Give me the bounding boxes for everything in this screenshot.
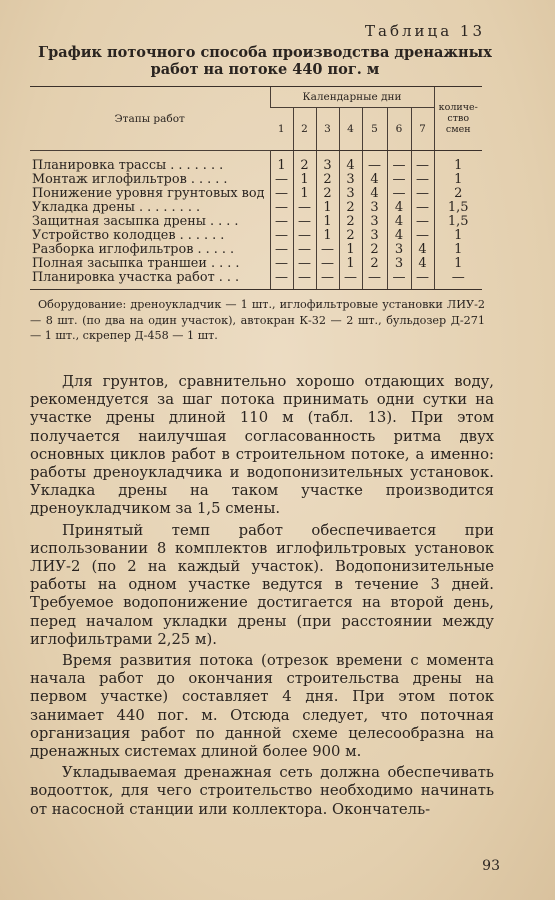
col-header-shifts: количе-ство смен — [434, 87, 482, 151]
day-cell: 1 — [339, 257, 362, 271]
day-header: 6 — [387, 108, 411, 151]
day-header: 7 — [411, 108, 434, 151]
table-row — [30, 243, 482, 257]
paragraph: Принятый темп работ обеспечивается при использовании 8 комплектов иглофильтровых установок ЛИУ-2 (по 2 на каждый участок). Водопонизительные работы на одном участке ведутся в течение 3 дней. Требуемое водопонижение достигается на второй день, перед началом укладки дрены (при расстоянии между иглофильтрами 2,25 м). — [30, 521, 494, 648]
schedule-table — [30, 86, 482, 290]
day-header: 4 — [339, 108, 362, 151]
day-cell: — — [387, 151, 411, 174]
day-cell: 4 — [387, 229, 411, 243]
day-cell: 2 — [316, 187, 339, 201]
day-cell: — — [316, 257, 339, 271]
day-cell: — — [293, 215, 316, 229]
day-cell: — — [387, 187, 411, 201]
day-cell: — — [316, 271, 339, 290]
table-row — [30, 173, 482, 187]
table-row — [30, 257, 482, 271]
day-cell: — — [411, 271, 434, 290]
day-cell: — — [270, 257, 293, 271]
day-cell: — — [411, 187, 434, 201]
table-row — [30, 201, 482, 215]
day-cell: 1 — [270, 151, 293, 174]
day-cell: — — [411, 201, 434, 215]
day-cell: 4 — [362, 187, 387, 201]
day-header: 3 — [316, 108, 339, 151]
day-cell: 4 — [387, 215, 411, 229]
day-header: 2 — [293, 108, 316, 151]
shifts-cell: 1 — [434, 173, 482, 187]
shifts-cell: 1,5 — [434, 201, 482, 215]
body-text — [30, 373, 494, 822]
day-cell: 2 — [316, 173, 339, 187]
stage-cell: Понижение уровня грунтовых вод — [32, 187, 265, 201]
stage-cell: Разборка иглофильтров . . . . . — [32, 243, 235, 257]
day-cell: 1 — [293, 173, 316, 187]
day-cell: 3 — [387, 243, 411, 257]
day-cell: — — [411, 215, 434, 229]
day-cell: — — [270, 215, 293, 229]
day-cell: 3 — [316, 151, 339, 174]
day-cell: — — [270, 201, 293, 215]
table-row — [30, 151, 482, 174]
day-cell: 2 — [293, 151, 316, 174]
stage-cell: Укладка дрены . . . . . . . . — [32, 201, 201, 215]
table-row — [30, 187, 482, 201]
stage-cell: Полная засыпка траншеи . . . . — [32, 257, 240, 271]
paragraph: Для грунтов, сравнительно хорошо отдающих воду, рекомендуется за шаг потока принимать одни сутки на участке дрены длиной 110 м (табл. 13). При этом получается наилучшая согласованность ритма двух основных циклов работ в строительном потоке, а именно: работы дреноукладчика и водопонизительных установок. Укладка дрены на таком участке производится дреноукладчиком за 1,5 смены. — [30, 373, 494, 518]
page-number: 93 — [482, 858, 500, 874]
day-cell: — — [411, 173, 434, 187]
stage-cell: Устройство колодцев . . . . . . — [32, 229, 225, 243]
day-cell: — — [362, 151, 387, 174]
shifts-cell: 1 — [434, 243, 482, 257]
schedule-body — [30, 151, 482, 290]
day-cell: 3 — [387, 257, 411, 271]
col-header-days: Календарные дни — [270, 87, 434, 108]
day-cell: — — [293, 271, 316, 290]
day-cell: — — [411, 151, 434, 174]
shifts-cell: — — [434, 271, 482, 290]
table-title: График поточного способа производства дренажных работ на потоке 440 пог. м — [38, 44, 492, 78]
day-cell: — — [293, 243, 316, 257]
day-cell: 1 — [339, 243, 362, 257]
day-cell: — — [339, 271, 362, 290]
stage-cell: Планировка участка работ . . . — [30, 271, 270, 290]
paragraph: Время развития потока (отрезок времени с момента начала работ до окончания строительства дрены на первом участке) составляет 4 дня. При этом поток занимает 440 пог. м. Отсюда следует, что поточная организация работ по данной схеме целесообразна на дренажных системах длиной более 900 м. — [30, 652, 494, 761]
paragraph: Укладываемая дренажная сеть должна обеспечивать водоотток, для чего строительство необходимо начинать от насосной станции или коллектора. Окончатель- — [30, 764, 494, 818]
day-cell: — — [270, 243, 293, 257]
day-cell: 1 — [316, 229, 339, 243]
day-header: 1 — [270, 108, 293, 151]
day-cell: — — [270, 173, 293, 187]
day-cell: 4 — [387, 201, 411, 215]
day-cell: — — [270, 271, 293, 290]
day-cell: 2 — [339, 201, 362, 215]
shifts-cell: 1 — [434, 229, 482, 243]
stage-cell: Защитная засыпка дрены . . . . — [32, 215, 239, 229]
day-cell: 1 — [316, 201, 339, 215]
day-cell: 3 — [339, 187, 362, 201]
day-cell: — — [387, 271, 411, 290]
day-cell: 3 — [362, 229, 387, 243]
shifts-cell: 2 — [434, 187, 482, 201]
table-number: Таблица 13 — [365, 22, 485, 40]
day-cell: — — [411, 229, 434, 243]
day-cell: 1 — [293, 187, 316, 201]
day-cell: — — [270, 187, 293, 201]
day-cell: 4 — [339, 151, 362, 174]
day-cell: 2 — [339, 215, 362, 229]
day-cell: 3 — [362, 201, 387, 215]
day-cell: — — [387, 173, 411, 187]
equipment-text: Оборудование: дреноукладчик — 1 шт., иглофильтровые установки ЛИУ-2 — 8 шт. (по два на один участок), автокран К-32 — 2 шт., бульдозер Д-271 — 1 шт., скрепер Д-458 — 1 шт. — [30, 298, 485, 342]
day-cell: 4 — [411, 257, 434, 271]
shifts-cell: 1 — [434, 151, 482, 174]
day-cell: — — [316, 243, 339, 257]
day-cell: 4 — [362, 173, 387, 187]
day-cell: 2 — [362, 257, 387, 271]
day-cell: 3 — [362, 215, 387, 229]
day-cell: 1 — [316, 215, 339, 229]
table-row — [30, 229, 482, 243]
equipment-note — [30, 297, 485, 344]
day-cell: 2 — [362, 243, 387, 257]
day-cell: — — [293, 257, 316, 271]
shifts-cell: 1 — [434, 257, 482, 271]
table-row — [30, 271, 482, 290]
day-cell: 3 — [339, 173, 362, 187]
stage-cell: Монтаж иглофильтров . . . . . — [32, 173, 228, 187]
stage-cell: Планировка трассы . . . . . . . — [32, 158, 224, 173]
table-row — [30, 215, 482, 229]
day-cell: — — [293, 229, 316, 243]
day-cell: — — [270, 229, 293, 243]
day-cell: — — [362, 271, 387, 290]
day-cell: 2 — [339, 229, 362, 243]
shifts-cell: 1,5 — [434, 215, 482, 229]
col-header-stages: Этапы работ — [30, 87, 270, 151]
day-cell: 4 — [411, 243, 434, 257]
day-header: 5 — [362, 108, 387, 151]
day-cell: — — [293, 201, 316, 215]
